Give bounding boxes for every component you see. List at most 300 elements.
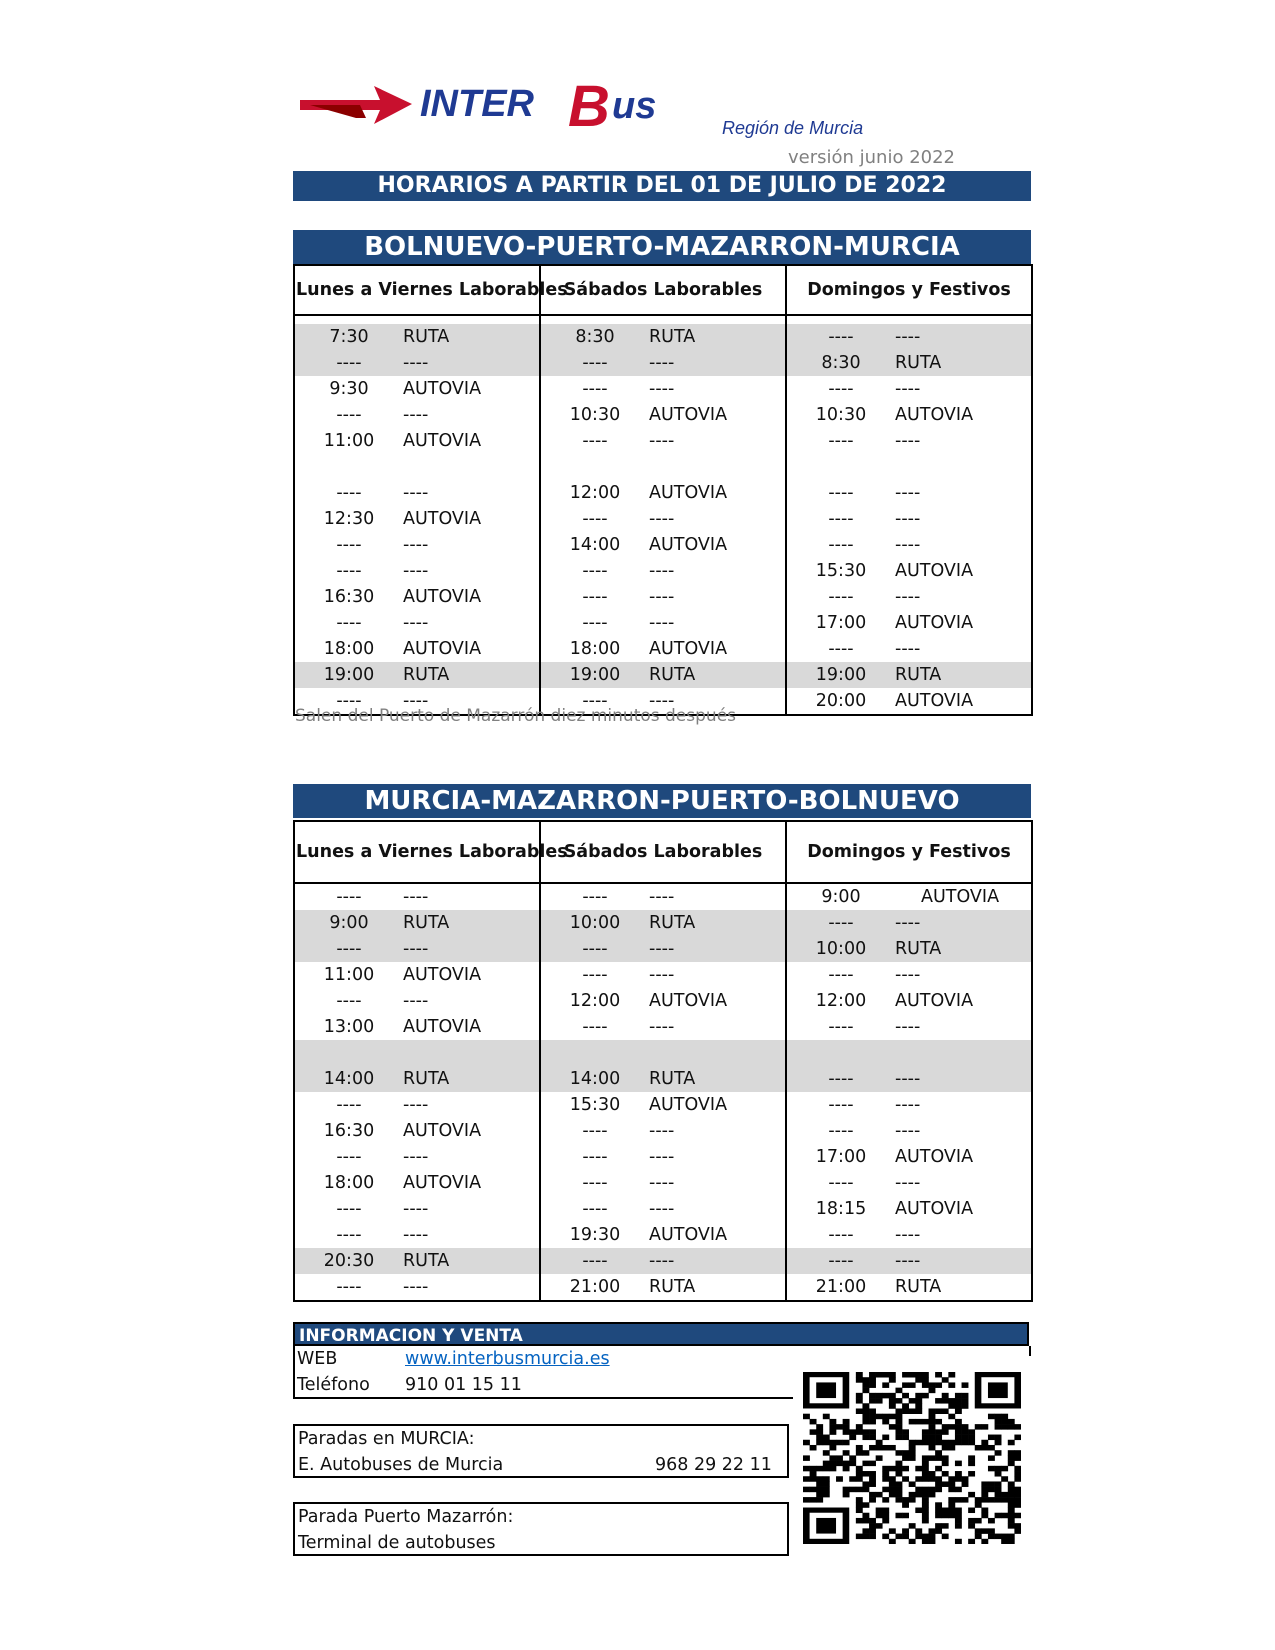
schedule-cell	[294, 936, 540, 962]
route-type: AUTOVIA	[895, 991, 974, 1011]
departure-time: ----	[336, 561, 362, 581]
departure-time: 8:30	[575, 327, 615, 347]
route-type: RUTA	[649, 1069, 696, 1089]
departure-time: 11:00	[323, 431, 375, 451]
svg-text:us: us	[612, 85, 657, 127]
col-header: Domingos y Festivos	[786, 265, 1032, 315]
route-type: AUTOVIA	[649, 405, 728, 425]
route-type: ----	[649, 1251, 675, 1271]
schedule-cell	[786, 610, 1032, 636]
schedule-cell	[294, 910, 540, 936]
schedule-cell	[294, 1144, 540, 1170]
route-type: AUTOVIA	[895, 691, 974, 711]
table-row	[294, 1222, 1032, 1248]
schedule-cell	[540, 910, 786, 936]
schedule-cell	[786, 350, 1032, 376]
schedule-cell	[786, 988, 1032, 1014]
svg-text:Región de Murcia: Región de Murcia	[722, 118, 864, 138]
route-type: ----	[649, 561, 675, 581]
table-row	[294, 1248, 1032, 1274]
departure-time: ----	[828, 1173, 854, 1193]
departure-time: 10:30	[569, 405, 621, 425]
schedule-cell	[294, 1118, 540, 1144]
departure-time: ----	[828, 1095, 854, 1115]
departure-time: ----	[582, 965, 608, 985]
svg-text:INTER: INTER	[420, 83, 534, 125]
route-type: ----	[403, 691, 429, 711]
schedule-cell	[786, 883, 1032, 910]
route-type: ----	[403, 613, 429, 633]
schedule-cell	[786, 1248, 1032, 1274]
departure-time: 19:30	[569, 1225, 621, 1245]
route-type: RUTA	[649, 665, 696, 685]
table-row	[294, 376, 1032, 402]
table-row	[294, 936, 1032, 962]
departure-time: 16:30	[323, 1121, 375, 1141]
route-type: ----	[895, 483, 921, 503]
departure-time: ----	[828, 1017, 854, 1037]
route-type: ----	[895, 327, 921, 347]
route-type: ----	[895, 587, 921, 607]
table-row	[294, 962, 1032, 988]
schedule-cell	[294, 1066, 540, 1092]
route-type: ----	[403, 991, 429, 1011]
route-type: AUTOVIA	[649, 535, 728, 555]
departure-time: ----	[828, 483, 854, 503]
col-header: Sábados Laborables	[540, 265, 786, 315]
table-row	[294, 662, 1032, 688]
schedule-cell	[786, 688, 1032, 715]
route-type: ----	[403, 1277, 429, 1297]
web-label: WEB	[297, 1349, 338, 1369]
route-type: ----	[403, 1225, 429, 1245]
departure-time: ----	[336, 991, 362, 1011]
departure-time: 10:30	[815, 405, 867, 425]
departure-time: ----	[336, 1277, 362, 1297]
departure-time: 14:00	[323, 1069, 375, 1089]
departure-time	[295, 1040, 403, 1066]
schedule-cell	[540, 324, 786, 350]
departure-time: ----	[582, 509, 608, 529]
schedule-cell	[540, 1248, 786, 1274]
route-type: ----	[895, 639, 921, 659]
info-header: INFORMACION Y VENTA	[293, 1322, 1029, 1346]
route-1-schedule-table	[293, 264, 1033, 716]
departure-time: 19:00	[815, 665, 867, 685]
departure-time: ----	[336, 887, 362, 907]
route-type: ----	[895, 913, 921, 933]
schedule-cell	[294, 532, 540, 558]
table-row	[294, 584, 1032, 610]
murcia-station-row	[295, 1452, 787, 1478]
table-row	[294, 402, 1032, 428]
schedule-cell	[540, 532, 786, 558]
departure-time	[787, 454, 895, 480]
route-type: ----	[403, 939, 429, 959]
col-header: Lunes a Viernes Laborables	[294, 821, 540, 883]
route-type: AUTOVIA	[895, 405, 974, 425]
schedule-cell	[294, 1014, 540, 1040]
schedule-cell	[294, 962, 540, 988]
schedule-cell	[540, 376, 786, 402]
departure-time: ----	[828, 431, 854, 451]
schedule-cell	[294, 506, 540, 532]
schedule-cell	[294, 636, 540, 662]
schedule-cell	[786, 1222, 1032, 1248]
schedule-cell	[540, 454, 786, 480]
route-type: ----	[403, 483, 429, 503]
departure-time: ----	[336, 691, 362, 711]
route-type: ----	[649, 965, 675, 985]
schedule-cell	[540, 350, 786, 376]
schedule-cell	[294, 350, 540, 376]
schedule-cell	[786, 662, 1032, 688]
departure-time: 10:00	[569, 913, 621, 933]
route-type: ----	[403, 1095, 429, 1115]
schedule-cell	[786, 1014, 1032, 1040]
departure-time: ----	[582, 561, 608, 581]
departure-time: 19:00	[569, 665, 621, 685]
table-row	[294, 636, 1032, 662]
schedule-cell	[294, 402, 540, 428]
schedule-cell	[786, 402, 1032, 428]
schedule-cell	[540, 662, 786, 688]
departure-time: ----	[582, 1121, 608, 1141]
schedule-cell	[786, 558, 1032, 584]
schedule-cell	[540, 1040, 786, 1066]
table-row	[294, 910, 1032, 936]
schedule-cell	[294, 324, 540, 350]
route-type: ----	[895, 509, 921, 529]
phone-row	[297, 1372, 522, 1398]
departure-time: ----	[336, 1147, 362, 1167]
puerto-stop-box	[293, 1502, 789, 1556]
table-row	[294, 480, 1032, 506]
phone-label: Teléfono	[297, 1375, 370, 1395]
departure-time: ----	[336, 1095, 362, 1115]
departure-time: ----	[582, 1173, 608, 1193]
route-type: AUTOVIA	[403, 639, 482, 659]
route-type: ----	[403, 405, 429, 425]
route-type: ----	[649, 1147, 675, 1167]
murcia-stops-title: Paradas en MURCIA:	[298, 1429, 475, 1449]
departure-time: ----	[582, 1199, 608, 1219]
schedule-cell	[786, 454, 1032, 480]
table-row	[294, 1040, 1032, 1066]
schedule-cell	[786, 910, 1032, 936]
route-type: AUTOVIA	[649, 483, 728, 503]
schedule-cell	[294, 1248, 540, 1274]
col-header: Sábados Laborables	[540, 821, 786, 883]
schedule-cell	[786, 936, 1032, 962]
departure-time: ----	[828, 379, 854, 399]
schedule-cell	[786, 636, 1032, 662]
departure-time: 18:15	[815, 1199, 867, 1219]
schedule-cell	[294, 376, 540, 402]
table-row	[294, 1092, 1032, 1118]
schedule-cell	[540, 558, 786, 584]
departure-time: 8:30	[821, 353, 861, 373]
schedule-cell	[786, 1040, 1032, 1066]
qr-code-icon[interactable]	[803, 1372, 1021, 1544]
departure-time: ----	[336, 535, 362, 555]
departure-time: ----	[582, 939, 608, 959]
route-type: AUTOVIA	[403, 1121, 482, 1141]
departure-time	[787, 1040, 895, 1066]
schedule-cell	[294, 584, 540, 610]
schedule-cell	[540, 1170, 786, 1196]
route-type: AUTOVIA	[403, 587, 482, 607]
schedule-cell	[540, 610, 786, 636]
red-arrow-icon	[300, 86, 412, 124]
route-type: ----	[895, 1069, 921, 1089]
departure-time: ----	[582, 613, 608, 633]
departure-time: ----	[828, 1069, 854, 1089]
schedule-cell	[294, 454, 540, 480]
col-header: Lunes a Viernes Laborables	[294, 265, 540, 315]
departure-time: ----	[828, 639, 854, 659]
departure-time: 15:30	[569, 1095, 621, 1115]
web-link[interactable]: www.interbusmurcia.es	[405, 1349, 610, 1369]
route-type: ----	[649, 431, 675, 451]
route-1-title: BOLNUEVO-PUERTO-MAZARRON-MURCIA	[293, 230, 1031, 264]
table-row	[294, 532, 1032, 558]
schedule-cell	[294, 558, 540, 584]
schedule-cell	[294, 662, 540, 688]
departure-time: ----	[828, 509, 854, 529]
main-banner: HORARIOS A PARTIR DEL 01 DE JULIO DE 2022	[293, 171, 1031, 201]
departure-time: ----	[336, 483, 362, 503]
departure-time: 14:00	[569, 535, 621, 555]
schedule-cell	[540, 1222, 786, 1248]
version-label: versión junio 2022	[788, 147, 956, 168]
schedule-cell	[540, 1274, 786, 1301]
departure-time: ----	[336, 353, 362, 373]
departure-time: ----	[582, 379, 608, 399]
schedule-cell	[540, 988, 786, 1014]
route-type: AUTOVIA	[403, 509, 482, 529]
table-row	[294, 558, 1032, 584]
table-row	[294, 1274, 1032, 1301]
table-row	[294, 1196, 1032, 1222]
schedule-cell	[786, 532, 1032, 558]
departure-time: 21:00	[569, 1277, 621, 1297]
route-type: ----	[403, 1147, 429, 1167]
schedule-cell	[294, 1274, 540, 1301]
schedule-cell	[786, 962, 1032, 988]
schedule-cell	[786, 324, 1032, 350]
schedule-cell	[294, 610, 540, 636]
route-type: RUTA	[895, 665, 942, 685]
table-row	[294, 883, 1032, 910]
schedule-cell	[786, 1092, 1032, 1118]
route-type: AUTOVIA	[403, 1017, 482, 1037]
departure-time: ----	[582, 431, 608, 451]
schedule-cell	[786, 1196, 1032, 1222]
schedule-cell	[294, 1222, 540, 1248]
departure-time: ----	[336, 1199, 362, 1219]
route-type: RUTA	[403, 1069, 450, 1089]
route-type: AUTOVIA	[895, 1147, 974, 1167]
departure-time: ----	[828, 587, 854, 607]
departure-time: 12:00	[815, 991, 867, 1011]
puerto-station: Terminal de autobuses	[298, 1533, 496, 1553]
departure-time	[541, 454, 649, 480]
schedule-cell	[540, 636, 786, 662]
route-type: ----	[649, 1173, 675, 1193]
phone-value: 910 01 15 11	[405, 1375, 522, 1395]
schedule-cell	[786, 1066, 1032, 1092]
schedule-cell	[294, 1170, 540, 1196]
departure-time: ----	[336, 1225, 362, 1245]
route-type: ----	[895, 1251, 921, 1271]
schedule-cell	[294, 1040, 540, 1066]
departure-time	[295, 454, 403, 480]
departure-time: ----	[828, 965, 854, 985]
departure-time: 12:00	[569, 991, 621, 1011]
schedule-cell	[786, 1144, 1032, 1170]
table-row	[294, 506, 1032, 532]
route-type: RUTA	[895, 1277, 942, 1297]
schedule-cell	[540, 428, 786, 454]
route-type: ----	[895, 1017, 921, 1037]
departure-time: 18:00	[323, 1173, 375, 1193]
schedule-cell	[540, 962, 786, 988]
departure-time: 15:30	[815, 561, 867, 581]
departure-time: ----	[336, 939, 362, 959]
departure-time: 20:00	[815, 691, 867, 711]
route-type: ----	[649, 353, 675, 373]
schedule-cell	[540, 1144, 786, 1170]
departure-time: 21:00	[815, 1277, 867, 1297]
route-type: ----	[403, 887, 429, 907]
departure-time: 18:00	[323, 639, 375, 659]
departure-time: ----	[828, 327, 854, 347]
web-row	[297, 1346, 610, 1372]
schedule-cell	[786, 480, 1032, 506]
route-type: RUTA	[649, 1277, 696, 1297]
route-type: AUTOVIA	[403, 965, 482, 985]
departure-time: 14:00	[569, 1069, 621, 1089]
route-type: AUTOVIA	[649, 991, 728, 1011]
route-type: AUTOVIA	[895, 561, 974, 581]
route-type: ----	[895, 1121, 921, 1141]
table-row	[294, 350, 1032, 376]
schedule-cell	[786, 1274, 1032, 1301]
route-type: ----	[403, 561, 429, 581]
schedule-cell	[786, 376, 1032, 402]
table-row	[294, 988, 1032, 1014]
route-type: AUTOVIA	[403, 431, 482, 451]
table-row	[294, 324, 1032, 350]
schedule-cell	[294, 480, 540, 506]
departure-time: ----	[828, 1225, 854, 1245]
departure-time: 9:00	[821, 887, 861, 907]
route-type: ----	[649, 939, 675, 959]
departure-time: ----	[828, 913, 854, 933]
route-type: RUTA	[403, 327, 450, 347]
murcia-stops-box	[293, 1424, 789, 1478]
departure-time: 13:00	[323, 1017, 375, 1037]
table-row	[294, 428, 1032, 454]
murcia-station: E. Autobuses de Murcia	[298, 1455, 504, 1475]
table-row	[294, 454, 1032, 480]
route-type: ----	[649, 613, 675, 633]
route-type: ----	[649, 1199, 675, 1219]
departure-time: 12:00	[569, 483, 621, 503]
departure-time: ----	[828, 1251, 854, 1271]
departure-time: ----	[336, 613, 362, 633]
departure-time: 9:30	[329, 379, 369, 399]
table-row	[294, 1014, 1032, 1040]
route-type: RUTA	[895, 939, 942, 959]
route-type: AUTOVIA	[921, 887, 1000, 907]
route-type: ----	[895, 1225, 921, 1245]
route-type: ----	[649, 587, 675, 607]
departure-time: ----	[582, 1251, 608, 1271]
departure-time: ----	[582, 353, 608, 373]
schedule-cell	[786, 584, 1032, 610]
schedule-cell	[540, 936, 786, 962]
table-row	[294, 1144, 1032, 1170]
departure-time	[541, 1040, 649, 1066]
route-type: RUTA	[649, 913, 696, 933]
route-type: ----	[895, 379, 921, 399]
departure-note: Salen del Puerto de Mazarrón diez minutos después	[295, 706, 737, 726]
route-type: RUTA	[403, 665, 450, 685]
table-row	[294, 1170, 1032, 1196]
departure-time: 16:30	[323, 587, 375, 607]
departure-time: ----	[582, 887, 608, 907]
route-type: ----	[895, 431, 921, 451]
departure-time: ----	[582, 691, 608, 711]
schedule-cell	[786, 428, 1032, 454]
schedule-cell	[540, 480, 786, 506]
departure-time: 9:00	[329, 913, 369, 933]
col-header: Domingos y Festivos	[786, 821, 1032, 883]
departure-time: 7:30	[329, 327, 369, 347]
departure-time: 18:00	[569, 639, 621, 659]
route-type: RUTA	[649, 327, 696, 347]
schedule-cell	[540, 883, 786, 910]
route-type: ----	[649, 1017, 675, 1037]
route-type: AUTOVIA	[649, 639, 728, 659]
table-row	[294, 1118, 1032, 1144]
route-type: AUTOVIA	[895, 1199, 974, 1219]
schedule-cell	[540, 1118, 786, 1144]
route-type: ----	[895, 1095, 921, 1115]
route-type: ----	[649, 887, 675, 907]
departure-time: ----	[828, 1121, 854, 1141]
table-row	[294, 610, 1032, 636]
route-type: ----	[649, 379, 675, 399]
puerto-stop-title: Parada Puerto Mazarrón:	[298, 1507, 514, 1527]
departure-time: 19:00	[323, 665, 375, 685]
route-type: ----	[895, 965, 921, 985]
schedule-cell	[540, 506, 786, 532]
route-type: ----	[895, 1173, 921, 1193]
schedule-cell	[294, 988, 540, 1014]
departure-time: ----	[828, 535, 854, 555]
schedule-cell	[540, 584, 786, 610]
schedule-cell	[540, 1014, 786, 1040]
table-row	[294, 1066, 1032, 1092]
route-type: AUTOVIA	[649, 1225, 728, 1245]
schedule-cell	[294, 1092, 540, 1118]
departure-time: ----	[336, 405, 362, 425]
route-type: ----	[649, 1121, 675, 1141]
schedule-cell	[786, 1118, 1032, 1144]
